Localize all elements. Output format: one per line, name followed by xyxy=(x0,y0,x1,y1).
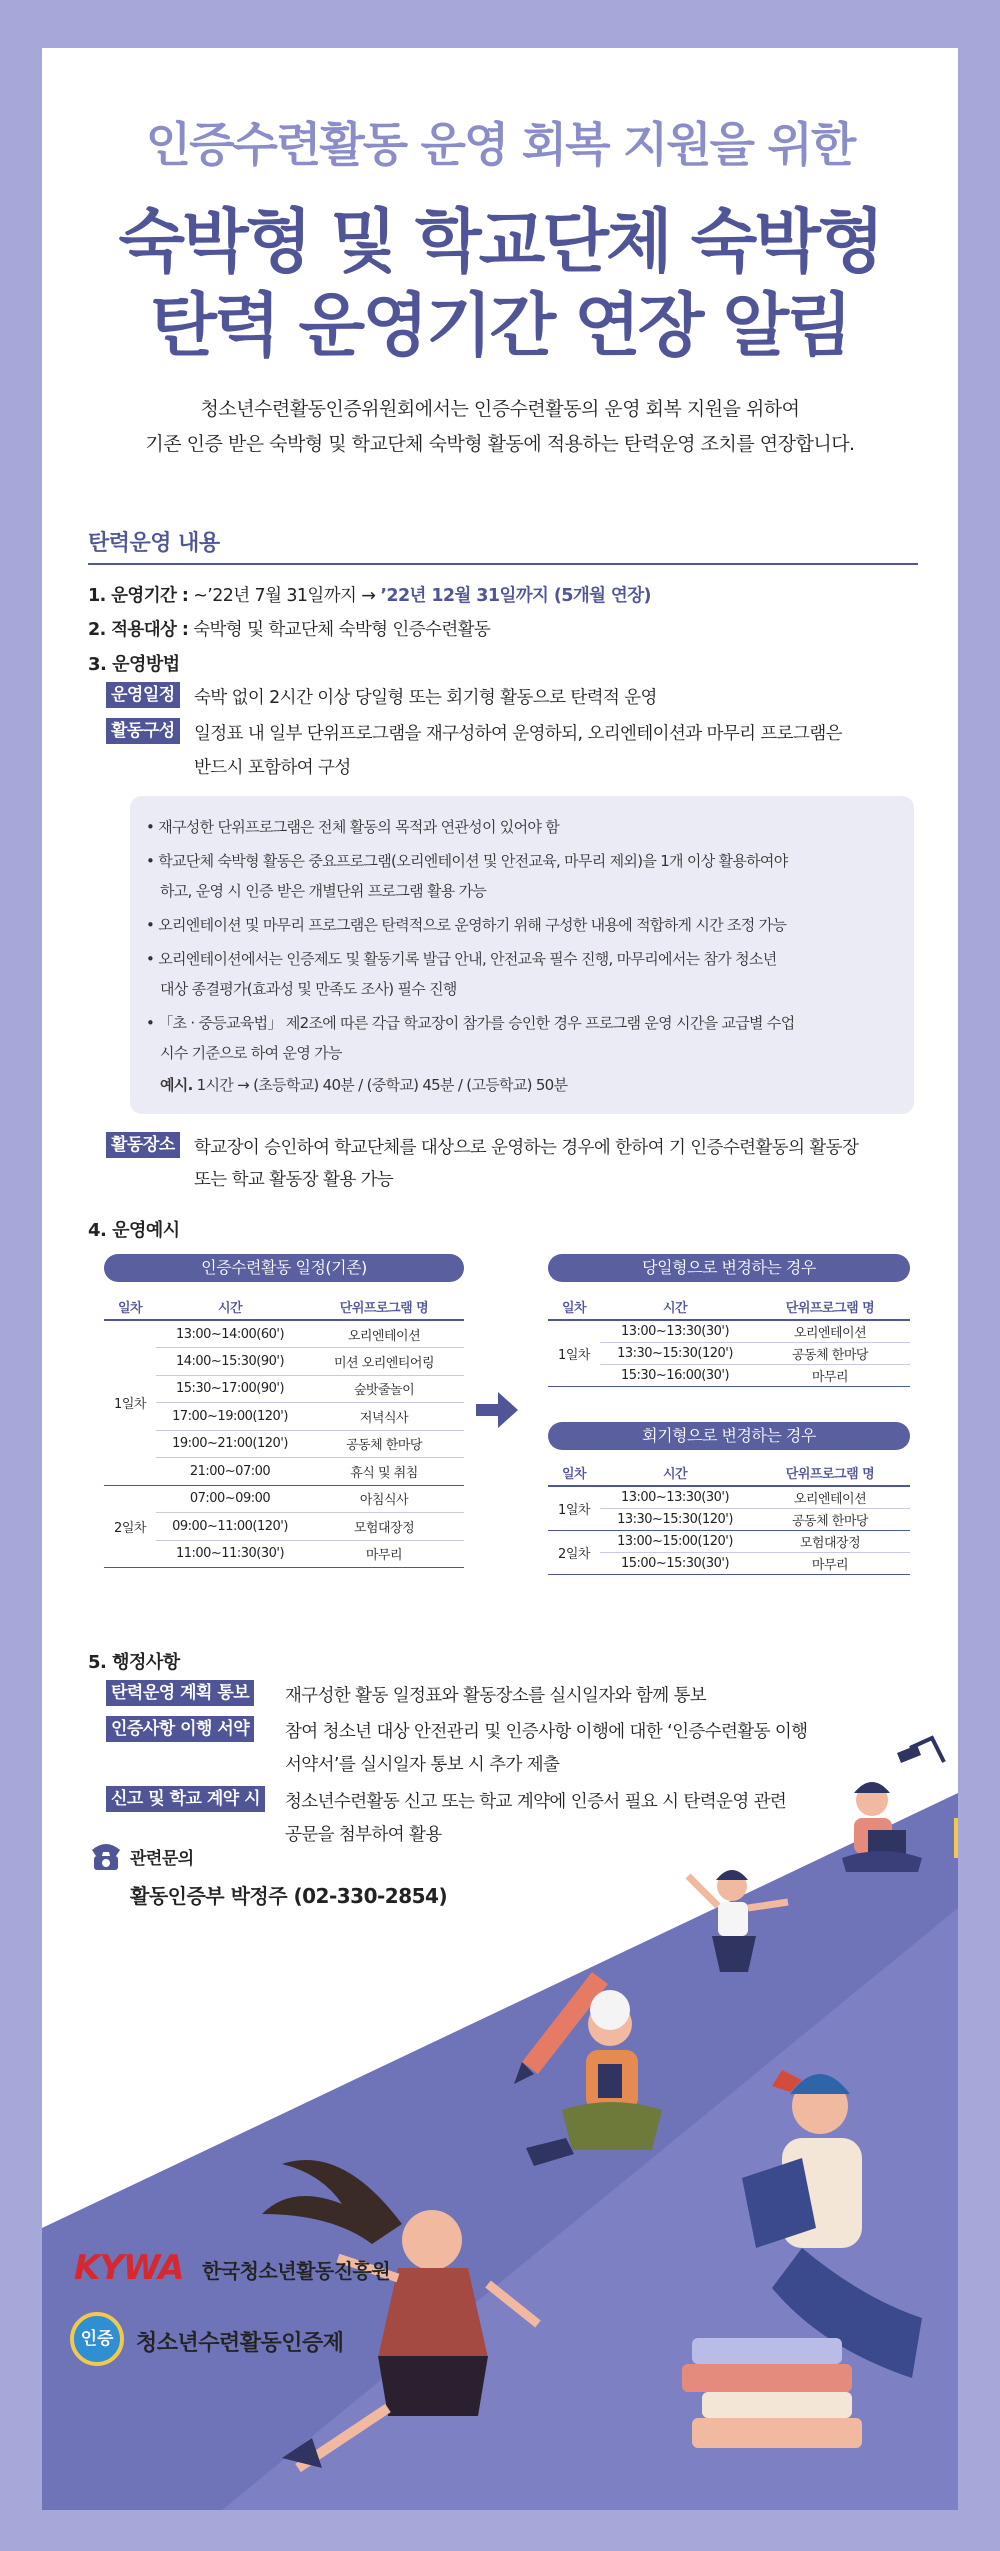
poster-title-line2: 탄력 운영기간 연장 알림 xyxy=(150,286,850,366)
intro-line2: 기존 인증 받은 숙박형 및 학교단체 숙박형 활동에 적용하는 탄력운영 조치를 연장합니다. xyxy=(145,433,855,455)
tag-pledge: 인증사항 이행 서약 xyxy=(106,1716,254,1742)
col-program: 단위프로그램 명 xyxy=(750,1294,910,1320)
col-program: 단위프로그램 명 xyxy=(304,1294,464,1320)
col-time: 시간 xyxy=(156,1294,304,1320)
note-line: • 「초 · 중등교육법」 제2조에 따른 각급 학교장이 참가를 승인한 경우 프로그램 운영 시간을 교급별 수업 xyxy=(146,1014,795,1032)
col-program: 단위프로그램 명 xyxy=(750,1460,910,1486)
composition-line2: 반드시 포함하여 구성 xyxy=(194,758,351,778)
place-line2: 또는 학교 활동장 활용 가능 xyxy=(194,1170,394,1190)
program-cell: 오리엔테이션 xyxy=(750,1320,910,1342)
day-cell: 2일차 xyxy=(548,1530,600,1574)
admin-text3-line1: 청소년수련활동 신고 또는 학교 계약에 인증서 필요 시 탄력운영 관련 xyxy=(285,1792,787,1812)
tag-schedule: 운영일정 xyxy=(106,682,180,708)
program-cell: 마무리 xyxy=(304,1540,464,1568)
day-cell: 1일차 xyxy=(548,1486,600,1530)
session-type-title: 회기형으로 변경하는 경우 xyxy=(548,1422,910,1450)
item-admin-label: 5. 행정사항 xyxy=(88,1652,180,1673)
program-cell: 오리엔테이션 xyxy=(750,1486,910,1508)
phone-icon xyxy=(88,1838,124,1872)
time-cell: 15:30~16:00(30') xyxy=(600,1364,750,1386)
note-line: 대상 종결평가(효과성 및 만족도 조사) 필수 진행 xyxy=(160,980,457,998)
admin-text3-line2: 공문을 첨부하여 활용 xyxy=(285,1825,442,1845)
section-title: 탄력운영 내용 xyxy=(88,531,220,556)
program-cell: 공동체 한마당 xyxy=(304,1430,464,1458)
note-line: 시수 기준으로 하여 운영 가능 xyxy=(160,1044,342,1062)
poster-title-line1: 숙박형 및 학교단체 숙박형 xyxy=(118,202,882,282)
schedule-text: 숙박 없이 2시간 이상 당일형 또는 회기형 활동으로 탄력적 운영 xyxy=(194,688,657,708)
poster-card xyxy=(42,48,958,2510)
place-line1: 학교장이 승인하여 학교단체를 대상으로 운영하는 경우에 한하여 기 인증수련활동의 활동장 xyxy=(194,1138,859,1158)
note-line: 하고, 운영 시 인증 받은 개별단위 프로그램 활용 가능 xyxy=(160,882,487,900)
time-cell: 19:00~21:00(120') xyxy=(156,1430,304,1458)
time-cell: 13:00~15:00(120') xyxy=(600,1530,750,1552)
program-cell: 숲밧줄놀이 xyxy=(304,1375,464,1403)
time-cell: 13:00~13:30(30') xyxy=(600,1320,750,1342)
day-type-title: 당일형으로 변경하는 경우 xyxy=(548,1254,910,1282)
admin-text2-line1: 참여 청소년 대상 안전관리 및 인증사항 이행에 대한 ‘인증수련활동 이행 xyxy=(285,1722,808,1742)
time-cell: 15:30~17:00(90') xyxy=(156,1375,304,1403)
item-target-text: 숙박형 및 학교단체 숙박형 인증수련활동 xyxy=(188,620,491,640)
composition-line1: 일정표 내 일부 단위프로그램을 재구성하여 운영하되, 오리엔테이션과 마무리 프로그램은 xyxy=(194,724,842,744)
col-day: 일차 xyxy=(548,1294,600,1320)
program-cell: 모험대장정 xyxy=(750,1530,910,1552)
example-text: 1시간 → (초등학교) 40분 / (중학교) 45분 / (고등학교) 50분 xyxy=(192,1076,568,1094)
program-cell: 공동체 한마당 xyxy=(750,1342,910,1364)
students-illustration xyxy=(42,48,958,2510)
program-cell: 마무리 xyxy=(750,1552,910,1574)
time-cell: 07:00~09:00 xyxy=(156,1485,304,1513)
note-line: • 오리엔테이션 및 마무리 프로그램은 탄력적으로 운영하기 위해 구성한 내용에 적합하게 시간 조정 가능 xyxy=(146,916,787,934)
time-cell: 14:00~15:30(90') xyxy=(156,1348,304,1376)
kywa-logo: KYWA xyxy=(74,2248,184,2288)
note-line: • 재구성한 단위프로그램은 전체 활동의 목적과 연관성이 있어야 함 xyxy=(146,818,560,836)
time-cell: 11:00~11:30(30') xyxy=(156,1540,304,1568)
tag-plan-notice: 탄력운영 계획 통보 xyxy=(106,1680,254,1706)
time-cell: 09:00~11:00(120') xyxy=(156,1513,304,1541)
org2-name: 청소년수련활동인증제 xyxy=(136,2331,344,2356)
program-cell: 휴식 및 취침 xyxy=(304,1458,464,1486)
time-cell: 13:30~15:30(120') xyxy=(600,1342,750,1364)
col-day: 일차 xyxy=(104,1294,156,1320)
org1-name: 한국청소년활동진흥원 xyxy=(202,2259,391,2283)
col-day: 일차 xyxy=(548,1460,600,1486)
intro-line1: 청소년수련활동인증위원회에서는 인증수련활동의 운영 회복 지원을 위하여 xyxy=(200,398,800,420)
seal-text: 인증 xyxy=(80,2329,114,2349)
col-time: 시간 xyxy=(600,1294,750,1320)
original-schedule-title: 인증수련활동 일정(기존) xyxy=(104,1254,464,1282)
tag-place: 활동장소 xyxy=(106,1132,180,1158)
note-line: • 학교단체 숙박형 활동은 중요프로그램(오리엔테이션 및 안전교육, 마무리 제외)을 1개 이상 활용하여야 xyxy=(146,852,788,870)
admin-text1: 재구성한 활동 일정표와 활동장소를 실시일자와 함께 통보 xyxy=(285,1686,707,1706)
tag-composition: 활동구성 xyxy=(106,718,180,744)
program-cell: 마무리 xyxy=(750,1364,910,1386)
item-period-new: ’22년 12월 31일까지 (5개월 연장) xyxy=(380,586,651,606)
time-cell: 13:00~13:30(30') xyxy=(600,1486,750,1508)
program-cell: 저녁식사 xyxy=(304,1403,464,1431)
time-cell: 21:00~07:00 xyxy=(156,1458,304,1486)
program-cell: 모험대장정 xyxy=(304,1513,464,1541)
item-method-label: 3. 운영방법 xyxy=(88,654,180,675)
program-cell: 오리엔테이션 xyxy=(304,1320,464,1348)
time-cell: 13:30~15:30(120') xyxy=(600,1508,750,1530)
item-target-label: 2. 적용대상 : xyxy=(88,620,189,640)
certification-seal xyxy=(70,2312,124,2366)
program-cell: 아침식사 xyxy=(304,1485,464,1513)
col-time: 시간 xyxy=(600,1460,750,1486)
contact-detail: 활동인증부 박정주 (02-330-2854) xyxy=(130,1884,448,1908)
time-cell: 13:00~14:00(60') xyxy=(156,1320,304,1348)
item-period-old: ~’22년 7월 31일까지 → xyxy=(188,586,381,606)
day-cell: 1일차 xyxy=(548,1320,600,1386)
admin-text2-line2: 서약서’를 실시일자 통보 시 추가 제출 xyxy=(285,1755,560,1775)
day-cell: 1일차 xyxy=(104,1320,156,1485)
poster-subtitle: 인증수련활동 운영 회복 지원을 위한 xyxy=(145,118,855,173)
program-cell: 미션 오리엔티어링 xyxy=(304,1348,464,1376)
item-example-label: 4. 운영예시 xyxy=(88,1220,180,1241)
example-label: 예시. xyxy=(160,1076,193,1094)
day-cell: 2일차 xyxy=(104,1485,156,1568)
time-cell: 15:00~15:30(30') xyxy=(600,1552,750,1574)
contact-label: 관련문의 xyxy=(130,1849,194,1869)
time-cell: 17:00~19:00(120') xyxy=(156,1403,304,1431)
item-period-label: 1. 운영기간 : xyxy=(88,586,189,606)
program-cell: 공동체 한마당 xyxy=(750,1508,910,1530)
tag-report-contract: 신고 및 학교 계약 시 xyxy=(106,1786,265,1812)
note-line: • 오리엔테이션에서는 인증제도 및 활동기록 발급 안내, 안전교육 필수 진행, 마무리에서는 참가 청소년 xyxy=(146,950,777,968)
